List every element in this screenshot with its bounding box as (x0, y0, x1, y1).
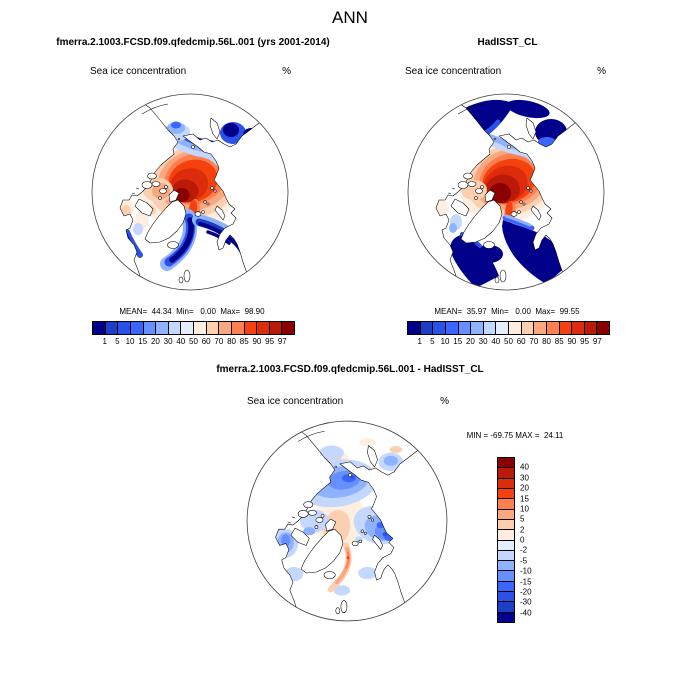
colorbar-tick-label: 10 (125, 337, 135, 346)
model-colorbar (92, 321, 295, 335)
colorbar-segment (131, 322, 144, 334)
colorbar-tick-label: 97 (277, 337, 287, 346)
colorbar-tick-label: 40 (176, 337, 186, 346)
colorbar-segment (498, 613, 514, 622)
colorbar-segment (245, 322, 258, 334)
colorbar-segment (232, 322, 245, 334)
colorbar-segment (421, 322, 434, 334)
colorbar-segment (484, 322, 497, 334)
colorbar-segment (498, 561, 514, 571)
colorbar-segment (471, 322, 484, 334)
colorbar-segment (106, 322, 119, 334)
colorbar-tick-label: 70 (529, 337, 539, 346)
colorbar-segment (534, 322, 547, 334)
obs-colorbar (407, 321, 610, 335)
colorbar-tick-label: 50 (504, 337, 513, 346)
colorbar-segment (446, 322, 459, 334)
model-field-label: Sea ice concentration (90, 66, 187, 77)
colorbar-segment (181, 322, 194, 334)
colorbar-segment (585, 322, 598, 334)
obs-stats: MEAN= 35.97 Min= 0.00 Max= 99.55 (434, 307, 580, 316)
colorbar-segment (496, 322, 509, 334)
colorbar-tick-label: 15 (520, 494, 529, 503)
colorbar-segment (169, 322, 182, 334)
colorbar-segment (207, 322, 220, 334)
colorbar-tick-label: 5 (115, 337, 120, 346)
colorbar-tick-label: 80 (542, 337, 552, 346)
colorbar-segment (560, 322, 573, 334)
colorbar-segment (498, 520, 514, 530)
model-colorbar-ticks (92, 337, 295, 347)
colorbar-tick-label: 15 (138, 337, 148, 346)
colorbar-tick-label: 60 (516, 337, 526, 346)
colorbar-segment (498, 458, 514, 468)
obs-units-label: % (597, 66, 606, 77)
obs-colorbar-ticks (407, 337, 610, 347)
colorbar-segment (498, 510, 514, 520)
colorbar-segment (498, 592, 514, 602)
colorbar-segment (498, 489, 514, 499)
colorbar-tick-label: 5 (430, 337, 435, 346)
model-stats: MEAN= 44.34 Min= 0.00 Max= 98.90 (119, 307, 265, 316)
colorbar-tick-label: 30 (478, 337, 488, 346)
colorbar-segment (282, 322, 294, 334)
colorbar-segment (408, 322, 421, 334)
colorbar-tick-label: 2 (520, 525, 525, 535)
colorbar-segment (498, 468, 514, 478)
colorbar-tick-label: 1 (417, 337, 422, 346)
colorbar-tick-label: 90 (252, 337, 262, 346)
colorbar-segment (93, 322, 106, 334)
diff-map (245, 419, 449, 623)
colorbar-tick-label: -15 (520, 577, 532, 586)
model-map (90, 92, 290, 292)
colorbar-tick-label: 60 (201, 337, 211, 346)
colorbar-tick-label: 5 (520, 514, 525, 524)
colorbar-segment (509, 322, 522, 334)
colorbar-segment (498, 571, 514, 581)
colorbar-segment (270, 322, 283, 334)
colorbar-segment (572, 322, 585, 334)
colorbar-tick-label: 85 (554, 337, 564, 346)
figure-title: ANN (332, 8, 368, 27)
diff-units-label: % (440, 396, 449, 407)
colorbar-segment (459, 322, 472, 334)
colorbar-segment (498, 602, 514, 612)
colorbar-tick-label: 30 (163, 337, 173, 346)
diff-panel-title: fmerra.2.1003.FCSD.f09.qfedcmip.56L.001 - HadISST_CL (216, 364, 484, 375)
colorbar-tick-label: 10 (440, 337, 450, 346)
colorbar-tick-label: 95 (265, 337, 275, 346)
colorbar-tick-label: -20 (520, 587, 532, 597)
diff-field-label: Sea ice concentration (247, 396, 344, 407)
colorbar-segment (522, 322, 535, 334)
colorbar-tick-label: 20 (520, 483, 529, 493)
colorbar-tick-label: 10 (520, 504, 529, 514)
colorbar-segment (118, 322, 131, 334)
obs-panel-title: HadISST_CL (477, 37, 538, 48)
colorbar-tick-label: 0 (520, 535, 525, 545)
colorbar-segment (219, 322, 232, 334)
colorbar-tick-label: 30 (520, 473, 529, 483)
colorbar-tick-label: -2 (520, 545, 528, 555)
colorbar-segment (144, 322, 157, 334)
colorbar-tick-label: 80 (227, 337, 237, 346)
colorbar-tick-label: 20 (150, 337, 160, 346)
colorbar-tick-label: -10 (520, 566, 532, 576)
colorbar-tick-label: 70 (214, 337, 224, 346)
colorbar-tick-label: 50 (189, 337, 198, 346)
colorbar-tick-label: 20 (465, 337, 475, 346)
obs-field-label: Sea ice concentration (405, 66, 502, 77)
diff-colorbar-ticks (520, 457, 544, 623)
colorbar-segment (257, 322, 270, 334)
colorbar-segment (498, 479, 514, 489)
colorbar-segment (498, 499, 514, 509)
colorbar-tick-label: 95 (580, 337, 590, 346)
colorbar-tick-label: 40 (520, 462, 529, 472)
colorbar-tick-label: 1 (102, 337, 107, 346)
colorbar-tick-label: -5 (520, 556, 528, 566)
model-panel-title: fmerra.2.1003.FCSD.f09.qfedcmip.56L.001 (yrs 2001-2014) (56, 37, 330, 48)
model-units-label: % (282, 66, 291, 77)
colorbar-tick-label: 85 (239, 337, 249, 346)
obs-field-row (405, 66, 606, 77)
colorbar-segment (597, 322, 609, 334)
colorbar-segment (194, 322, 207, 334)
colorbar-tick-label: -30 (520, 597, 532, 607)
colorbar-tick-label: 90 (567, 337, 577, 346)
colorbar-segment (498, 582, 514, 592)
obs-map (406, 92, 606, 292)
colorbar-segment (156, 322, 169, 334)
colorbar-segment (547, 322, 560, 334)
colorbar-tick-label: 97 (592, 337, 602, 346)
colorbar-segment (498, 530, 514, 540)
diff-colorbar (497, 457, 515, 623)
colorbar-tick-label: 15 (453, 337, 463, 346)
model-field-row (90, 66, 291, 77)
colorbar-segment (498, 551, 514, 561)
colorbar-tick-label: -40 (520, 608, 532, 618)
colorbar-segment (498, 541, 514, 551)
diff-field-row (247, 396, 449, 407)
colorbar-tick-label: 40 (491, 337, 501, 346)
diff-stats: MIN = -69.75 MAX = 24.11 (466, 431, 564, 440)
colorbar-segment (433, 322, 446, 334)
